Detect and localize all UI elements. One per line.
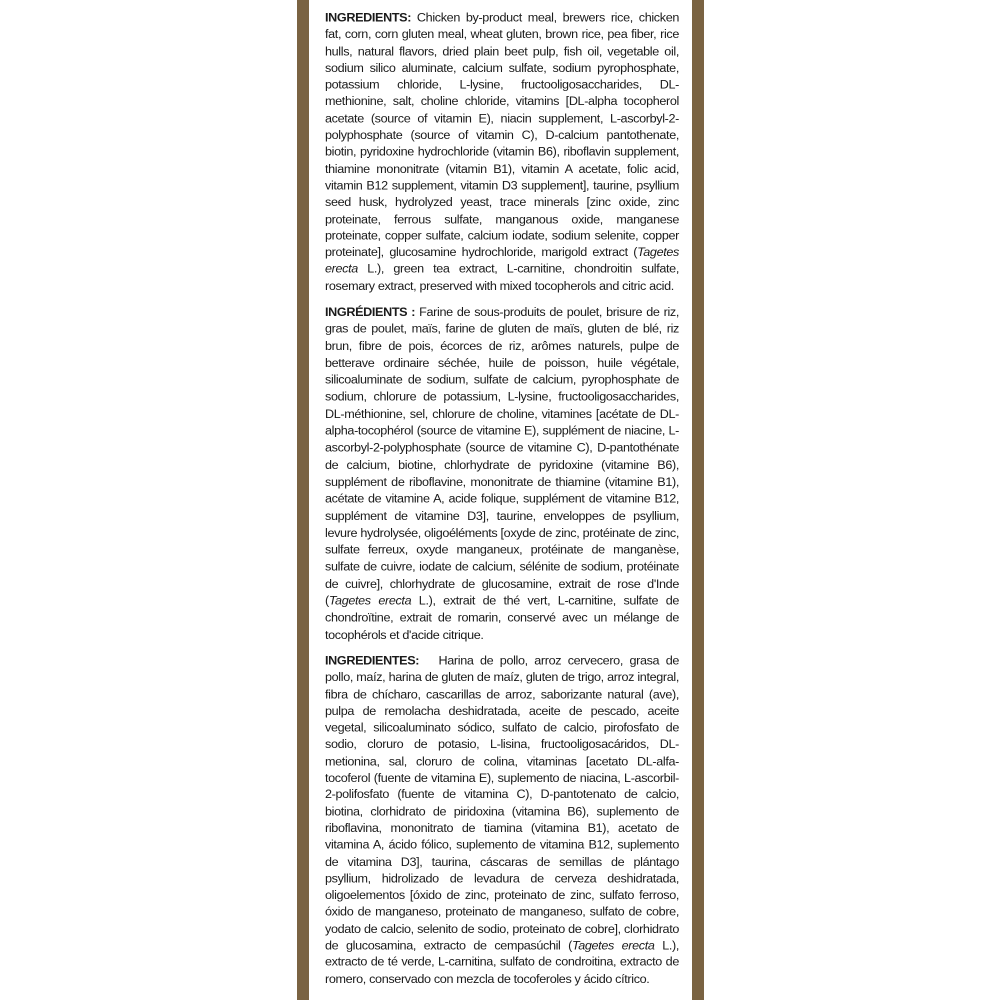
ingredients-english-text-end: L.), green tea extract, L-carnitine, chondroitin sulfate, rosemary extract, preserved with mixed tocopherols and citric acid. [325, 262, 679, 293]
ingredients-french-text: Farine de sous-produits de poulet, brisure de riz, gras de poulet, maïs, farine de gluten de maïs, gluten de blé, riz brun, fibre de pois, écorces de riz, arômes naturels, pulpe de betterave ordinaire séchée, huile de poisson, huile végétale, silicoaluminate de sodium, sulfate de calcium, pyrophosphate de sodium, chlorure de potassium, L-lysine, fructooligosaccharides, DL-méthionine, sel, chlorure de choline, vitamines [acétate de DL-alpha-tocophérol (source de vitamine E), supplément de niacine, L-ascorbyl-2-polyphosphate (source de vitamine C), D-pantothénate de calcium, biotine, chlorhydrate de pyridoxine (vitamine B6), supplément de riboflavine, mononitrate de thiamine (vitamine B1), acétate de vitamine A, acide folique, supplément de vitamine B12, supplément de vitamine D3], taurine, enveloppes de psyllium, levure hydrolysée, oligoéléments [oxyde de zinc, protéinate de zinc, sulfate ferreux, oxyde manganeux, protéinate de manganèse, sulfate de cuivre, iodate de calcium, sélénite de sodium, protéinate de cuivre], chlorhydrate de glucosamine, extrait de rose d'Inde ( [325, 304, 679, 608]
ingredients-spanish-heading: INGREDIENTES: [325, 653, 420, 668]
ingredients-english-text: Chicken by-product meal, brewers rice, chicken fat, corn, corn gluten meal, wheat gluten, brown rice, pea fiber, rice hulls, natural flavors, dried plain beet pulp, fish oil, vegetable oil, sodium silico aluminate, calcium sulfate, sodium pyrophosphate, potassium chloride, L-lysine, fructooligosaccharides, DL-methionine, salt, choline chloride, vitamins [DL-alpha tocopherol acetate (source of vitamin E), niacin supplement, L-ascorbyl-2-polyphosphate (source of vitamin C), D-calcium pantothenate, biotin, pyridoxine hydrochloride (vitamin B6), riboflavin supplement, thiamine mononitrate (vitamin B1), vitamin A acetate, folic acid, vitamin B12 supplement, vitamin D3 supplement], taurine, psyllium seed husk, hydrolyzed yeast, trace minerals [zinc oxide, zinc proteinate, ferrous sulfate, manganous oxide, manganese proteinate, copper sulfate, calcium iodate, sodium selenite, copper proteinate], glucosamine hydrochloride, marigold extract ( [325, 10, 679, 260]
left-border-stripe [297, 0, 309, 1000]
ingredients-panel [309, 0, 692, 1000]
ingredients-english [325, 10, 679, 295]
ingredients-french-italic: Tagetes erecta [328, 593, 412, 608]
ingredients-spanish-text: Harina de pollo, arroz cervecero, grasa de pollo, maíz, harina de gluten de maíz, gluten de trigo, arroz integral, fibra de chícharo, cascarillas de arroz, saborizante natural (ave), pulpa de remolacha deshidratada, aceite de pescado, aceite vegetal, silicoaluminato sódico, sulfato de calcio, pirofosfato de sodio, cloruro de potasio, L-lisina, fructooligosacáridos, DL-metionina, sal, cloruro de colina, vitaminas [acetato DL-alfa-tocoferol (fuente de vitamina E), suplemento de niacina, L-ascorbil-2-polifosfato (fuente de vitamina C), D-pantotenato de calcio, biotina, clorhidrato de piridoxina (vitamina B6), suplemento de riboflavina, mononitrato de tiamina (vitamina B1), acetato de vitamina A, ácido fólico, suplemento de vitamina B12, suplemento de vitamina D3], taurina, cáscaras de semillas de plántago psyllium, hidrolizado de levadura de cerveza deshidratada, oligoelementos [óxido de zinc, proteinato de zinc, sulfato ferroso, óxido de manganeso, proteinato de manganeso, sulfato de cobre, yodato de calcio, selenito de sodio, proteinato de cobre], clorhidrato de glucosamina, extracto de cempasúchil ( [325, 653, 683, 953]
ingredients-english-heading: INGREDIENTS: [325, 10, 412, 25]
ingredients-english-italic: Tagetes erecta [325, 245, 679, 277]
ingredients-french-text-end: L.), extrait de thé vert, L-carnitine, sulfate de chondroïtine, extrait de romarin, conservé avec un mélange de tocophérols et d'acide citrique. [325, 593, 679, 642]
ingredients-french-heading: INGRÉDIENTS : [325, 304, 416, 319]
ingredients-spanish-italic: Tagetes erecta [572, 938, 655, 953]
ingredients-spanish-text-end: L.), extracto de té verde, L-carnitina, sulfato de condroitina, extracto de romero, conservado con mezcla de tocoferoles y ácido cítrico. [325, 938, 679, 986]
ingredients-french [325, 304, 679, 644]
ingredients-spanish [325, 653, 683, 988]
right-border-stripe [692, 0, 704, 1000]
